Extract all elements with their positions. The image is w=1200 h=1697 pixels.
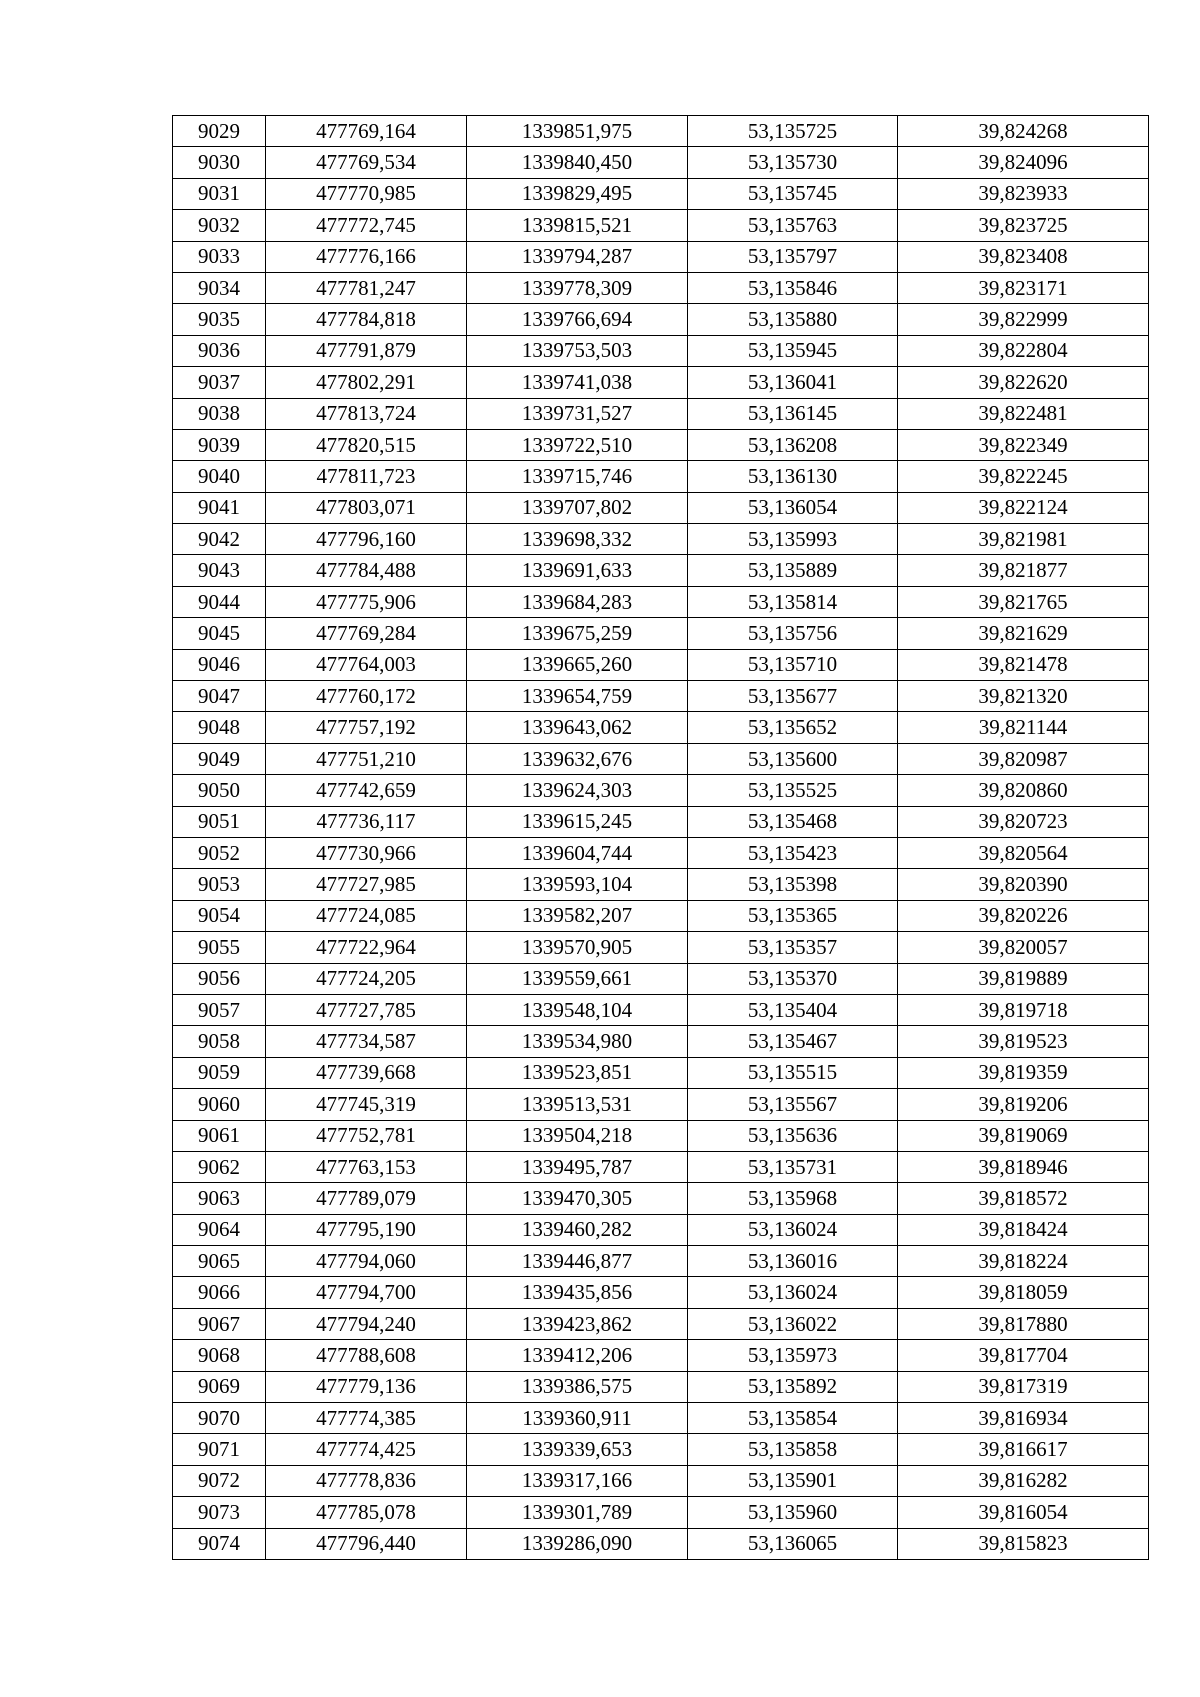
table-row bbox=[173, 1057, 1149, 1088]
table-row bbox=[173, 775, 1149, 806]
longitude-cell: 39,822349 bbox=[898, 429, 1149, 460]
point-number-cell: 9060 bbox=[173, 1089, 266, 1120]
latitude-cell: 53,135968 bbox=[688, 1183, 898, 1214]
table-row bbox=[173, 147, 1149, 178]
latitude-cell: 53,135880 bbox=[688, 304, 898, 335]
y-coordinate-cell: 1339766,694 bbox=[467, 304, 688, 335]
table-row bbox=[173, 586, 1149, 617]
x-coordinate-cell: 477760,172 bbox=[266, 681, 467, 712]
point-number-cell: 9073 bbox=[173, 1497, 266, 1528]
longitude-cell: 39,822245 bbox=[898, 461, 1149, 492]
x-coordinate-cell: 477734,587 bbox=[266, 1026, 467, 1057]
table-row bbox=[173, 1434, 1149, 1465]
table-row bbox=[173, 272, 1149, 303]
x-coordinate-cell: 477772,745 bbox=[266, 210, 467, 241]
x-coordinate-cell: 477785,078 bbox=[266, 1497, 467, 1528]
point-number-cell: 9038 bbox=[173, 398, 266, 429]
y-coordinate-cell: 1339604,744 bbox=[467, 837, 688, 868]
x-coordinate-cell: 477796,440 bbox=[266, 1528, 467, 1559]
y-coordinate-cell: 1339731,527 bbox=[467, 398, 688, 429]
point-number-cell: 9065 bbox=[173, 1246, 266, 1277]
latitude-cell: 53,135854 bbox=[688, 1403, 898, 1434]
point-number-cell: 9051 bbox=[173, 806, 266, 837]
longitude-cell: 39,823933 bbox=[898, 178, 1149, 209]
point-number-cell: 9061 bbox=[173, 1120, 266, 1151]
x-coordinate-cell: 477776,166 bbox=[266, 241, 467, 272]
latitude-cell: 53,135398 bbox=[688, 869, 898, 900]
table-row bbox=[173, 869, 1149, 900]
table-row bbox=[173, 241, 1149, 272]
y-coordinate-cell: 1339423,862 bbox=[467, 1308, 688, 1339]
x-coordinate-cell: 477764,003 bbox=[266, 649, 467, 680]
table-row bbox=[173, 178, 1149, 209]
latitude-cell: 53,136208 bbox=[688, 429, 898, 460]
x-coordinate-cell: 477727,985 bbox=[266, 869, 467, 900]
latitude-cell: 53,135858 bbox=[688, 1434, 898, 1465]
y-coordinate-cell: 1339513,531 bbox=[467, 1089, 688, 1120]
y-coordinate-cell: 1339684,283 bbox=[467, 586, 688, 617]
y-coordinate-cell: 1339643,062 bbox=[467, 712, 688, 743]
x-coordinate-cell: 477794,700 bbox=[266, 1277, 467, 1308]
point-number-cell: 9072 bbox=[173, 1465, 266, 1496]
point-number-cell: 9042 bbox=[173, 524, 266, 555]
longitude-cell: 39,820564 bbox=[898, 837, 1149, 868]
point-number-cell: 9032 bbox=[173, 210, 266, 241]
latitude-cell: 53,136024 bbox=[688, 1277, 898, 1308]
y-coordinate-cell: 1339504,218 bbox=[467, 1120, 688, 1151]
y-coordinate-cell: 1339339,653 bbox=[467, 1434, 688, 1465]
point-number-cell: 9074 bbox=[173, 1528, 266, 1559]
point-number-cell: 9056 bbox=[173, 963, 266, 994]
table-row bbox=[173, 367, 1149, 398]
latitude-cell: 53,135763 bbox=[688, 210, 898, 241]
point-number-cell: 9039 bbox=[173, 429, 266, 460]
latitude-cell: 53,135892 bbox=[688, 1371, 898, 1402]
table-row bbox=[173, 1151, 1149, 1182]
y-coordinate-cell: 1339317,166 bbox=[467, 1465, 688, 1496]
point-number-cell: 9048 bbox=[173, 712, 266, 743]
point-number-cell: 9055 bbox=[173, 932, 266, 963]
y-coordinate-cell: 1339741,038 bbox=[467, 367, 688, 398]
longitude-cell: 39,822620 bbox=[898, 367, 1149, 398]
table-row bbox=[173, 1089, 1149, 1120]
point-number-cell: 9049 bbox=[173, 743, 266, 774]
point-number-cell: 9050 bbox=[173, 775, 266, 806]
x-coordinate-cell: 477742,659 bbox=[266, 775, 467, 806]
latitude-cell: 53,135725 bbox=[688, 116, 898, 147]
table-row bbox=[173, 1465, 1149, 1496]
y-coordinate-cell: 1339675,259 bbox=[467, 618, 688, 649]
longitude-cell: 39,817880 bbox=[898, 1308, 1149, 1339]
x-coordinate-cell: 477722,964 bbox=[266, 932, 467, 963]
table-row bbox=[173, 1371, 1149, 1402]
latitude-cell: 53,135797 bbox=[688, 241, 898, 272]
y-coordinate-cell: 1339829,495 bbox=[467, 178, 688, 209]
table-row bbox=[173, 1120, 1149, 1151]
y-coordinate-cell: 1339593,104 bbox=[467, 869, 688, 900]
x-coordinate-cell: 477752,781 bbox=[266, 1120, 467, 1151]
point-number-cell: 9045 bbox=[173, 618, 266, 649]
latitude-cell: 53,135370 bbox=[688, 963, 898, 994]
table-row bbox=[173, 116, 1149, 147]
longitude-cell: 39,822124 bbox=[898, 492, 1149, 523]
longitude-cell: 39,819523 bbox=[898, 1026, 1149, 1057]
longitude-cell: 39,821877 bbox=[898, 555, 1149, 586]
latitude-cell: 53,135731 bbox=[688, 1151, 898, 1182]
latitude-cell: 53,135756 bbox=[688, 618, 898, 649]
table-row bbox=[173, 1403, 1149, 1434]
x-coordinate-cell: 477795,190 bbox=[266, 1214, 467, 1245]
y-coordinate-cell: 1339840,450 bbox=[467, 147, 688, 178]
x-coordinate-cell: 477791,879 bbox=[266, 335, 467, 366]
latitude-cell: 53,135404 bbox=[688, 994, 898, 1025]
x-coordinate-cell: 477802,291 bbox=[266, 367, 467, 398]
x-coordinate-cell: 477763,153 bbox=[266, 1151, 467, 1182]
y-coordinate-cell: 1339794,287 bbox=[467, 241, 688, 272]
y-coordinate-cell: 1339360,911 bbox=[467, 1403, 688, 1434]
table-row bbox=[173, 335, 1149, 366]
longitude-cell: 39,819889 bbox=[898, 963, 1149, 994]
latitude-cell: 53,135468 bbox=[688, 806, 898, 837]
point-number-cell: 9030 bbox=[173, 147, 266, 178]
latitude-cell: 53,135365 bbox=[688, 900, 898, 931]
longitude-cell: 39,824268 bbox=[898, 116, 1149, 147]
y-coordinate-cell: 1339851,975 bbox=[467, 116, 688, 147]
longitude-cell: 39,821765 bbox=[898, 586, 1149, 617]
latitude-cell: 53,135993 bbox=[688, 524, 898, 555]
table-row bbox=[173, 743, 1149, 774]
latitude-cell: 53,135901 bbox=[688, 1465, 898, 1496]
y-coordinate-cell: 1339446,877 bbox=[467, 1246, 688, 1277]
point-number-cell: 9054 bbox=[173, 900, 266, 931]
latitude-cell: 53,136041 bbox=[688, 367, 898, 398]
point-number-cell: 9034 bbox=[173, 272, 266, 303]
point-number-cell: 9036 bbox=[173, 335, 266, 366]
longitude-cell: 39,818946 bbox=[898, 1151, 1149, 1182]
point-number-cell: 9029 bbox=[173, 116, 266, 147]
latitude-cell: 53,135423 bbox=[688, 837, 898, 868]
x-coordinate-cell: 477813,724 bbox=[266, 398, 467, 429]
latitude-cell: 53,136130 bbox=[688, 461, 898, 492]
x-coordinate-cell: 477784,488 bbox=[266, 555, 467, 586]
y-coordinate-cell: 1339495,787 bbox=[467, 1151, 688, 1182]
table-row bbox=[173, 1026, 1149, 1057]
point-number-cell: 9043 bbox=[173, 555, 266, 586]
latitude-cell: 53,135846 bbox=[688, 272, 898, 303]
table-row bbox=[173, 1277, 1149, 1308]
table-row bbox=[173, 1528, 1149, 1559]
point-number-cell: 9062 bbox=[173, 1151, 266, 1182]
x-coordinate-cell: 477730,966 bbox=[266, 837, 467, 868]
table-row bbox=[173, 429, 1149, 460]
y-coordinate-cell: 1339301,789 bbox=[467, 1497, 688, 1528]
x-coordinate-cell: 477774,425 bbox=[266, 1434, 467, 1465]
longitude-cell: 39,824096 bbox=[898, 147, 1149, 178]
y-coordinate-cell: 1339460,282 bbox=[467, 1214, 688, 1245]
longitude-cell: 39,817319 bbox=[898, 1371, 1149, 1402]
x-coordinate-cell: 477739,668 bbox=[266, 1057, 467, 1088]
longitude-cell: 39,816054 bbox=[898, 1497, 1149, 1528]
table-row bbox=[173, 994, 1149, 1025]
longitude-cell: 39,816617 bbox=[898, 1434, 1149, 1465]
y-coordinate-cell: 1339470,305 bbox=[467, 1183, 688, 1214]
latitude-cell: 53,135567 bbox=[688, 1089, 898, 1120]
y-coordinate-cell: 1339691,633 bbox=[467, 555, 688, 586]
table-row bbox=[173, 712, 1149, 743]
point-number-cell: 9059 bbox=[173, 1057, 266, 1088]
longitude-cell: 39,820723 bbox=[898, 806, 1149, 837]
y-coordinate-cell: 1339534,980 bbox=[467, 1026, 688, 1057]
y-coordinate-cell: 1339523,851 bbox=[467, 1057, 688, 1088]
longitude-cell: 39,818224 bbox=[898, 1246, 1149, 1277]
latitude-cell: 53,136024 bbox=[688, 1214, 898, 1245]
point-number-cell: 9071 bbox=[173, 1434, 266, 1465]
point-number-cell: 9046 bbox=[173, 649, 266, 680]
latitude-cell: 53,135730 bbox=[688, 147, 898, 178]
longitude-cell: 39,819718 bbox=[898, 994, 1149, 1025]
point-number-cell: 9066 bbox=[173, 1277, 266, 1308]
latitude-cell: 53,136016 bbox=[688, 1246, 898, 1277]
point-number-cell: 9058 bbox=[173, 1026, 266, 1057]
y-coordinate-cell: 1339548,104 bbox=[467, 994, 688, 1025]
longitude-cell: 39,823725 bbox=[898, 210, 1149, 241]
y-coordinate-cell: 1339698,332 bbox=[467, 524, 688, 555]
y-coordinate-cell: 1339654,759 bbox=[467, 681, 688, 712]
y-coordinate-cell: 1339570,905 bbox=[467, 932, 688, 963]
x-coordinate-cell: 477769,284 bbox=[266, 618, 467, 649]
y-coordinate-cell: 1339615,245 bbox=[467, 806, 688, 837]
longitude-cell: 39,819206 bbox=[898, 1089, 1149, 1120]
longitude-cell: 39,818059 bbox=[898, 1277, 1149, 1308]
point-number-cell: 9069 bbox=[173, 1371, 266, 1402]
latitude-cell: 53,135814 bbox=[688, 586, 898, 617]
point-number-cell: 9040 bbox=[173, 461, 266, 492]
longitude-cell: 39,822481 bbox=[898, 398, 1149, 429]
y-coordinate-cell: 1339778,309 bbox=[467, 272, 688, 303]
longitude-cell: 39,822804 bbox=[898, 335, 1149, 366]
latitude-cell: 53,135945 bbox=[688, 335, 898, 366]
table-row bbox=[173, 398, 1149, 429]
point-number-cell: 9033 bbox=[173, 241, 266, 272]
point-number-cell: 9037 bbox=[173, 367, 266, 398]
point-number-cell: 9052 bbox=[173, 837, 266, 868]
longitude-cell: 39,823171 bbox=[898, 272, 1149, 303]
x-coordinate-cell: 477784,818 bbox=[266, 304, 467, 335]
latitude-cell: 53,135889 bbox=[688, 555, 898, 586]
x-coordinate-cell: 477778,836 bbox=[266, 1465, 467, 1496]
x-coordinate-cell: 477788,608 bbox=[266, 1340, 467, 1371]
latitude-cell: 53,135677 bbox=[688, 681, 898, 712]
coordinates-table bbox=[172, 115, 1149, 1560]
point-number-cell: 9057 bbox=[173, 994, 266, 1025]
longitude-cell: 39,815823 bbox=[898, 1528, 1149, 1559]
point-number-cell: 9068 bbox=[173, 1340, 266, 1371]
point-number-cell: 9047 bbox=[173, 681, 266, 712]
table-row bbox=[173, 1246, 1149, 1277]
longitude-cell: 39,820860 bbox=[898, 775, 1149, 806]
longitude-cell: 39,821320 bbox=[898, 681, 1149, 712]
latitude-cell: 53,135515 bbox=[688, 1057, 898, 1088]
latitude-cell: 53,136054 bbox=[688, 492, 898, 523]
longitude-cell: 39,817704 bbox=[898, 1340, 1149, 1371]
coordinates-table-body bbox=[173, 116, 1149, 1560]
longitude-cell: 39,821629 bbox=[898, 618, 1149, 649]
latitude-cell: 53,136022 bbox=[688, 1308, 898, 1339]
x-coordinate-cell: 477789,079 bbox=[266, 1183, 467, 1214]
x-coordinate-cell: 477770,985 bbox=[266, 178, 467, 209]
x-coordinate-cell: 477736,117 bbox=[266, 806, 467, 837]
x-coordinate-cell: 477774,385 bbox=[266, 1403, 467, 1434]
latitude-cell: 53,135525 bbox=[688, 775, 898, 806]
y-coordinate-cell: 1339815,521 bbox=[467, 210, 688, 241]
latitude-cell: 53,135467 bbox=[688, 1026, 898, 1057]
latitude-cell: 53,136065 bbox=[688, 1528, 898, 1559]
x-coordinate-cell: 477820,515 bbox=[266, 429, 467, 460]
longitude-cell: 39,820390 bbox=[898, 869, 1149, 900]
table-row bbox=[173, 837, 1149, 868]
y-coordinate-cell: 1339665,260 bbox=[467, 649, 688, 680]
point-number-cell: 9063 bbox=[173, 1183, 266, 1214]
point-number-cell: 9053 bbox=[173, 869, 266, 900]
x-coordinate-cell: 477796,160 bbox=[266, 524, 467, 555]
y-coordinate-cell: 1339582,207 bbox=[467, 900, 688, 931]
longitude-cell: 39,820987 bbox=[898, 743, 1149, 774]
longitude-cell: 39,820057 bbox=[898, 932, 1149, 963]
longitude-cell: 39,821144 bbox=[898, 712, 1149, 743]
table-row bbox=[173, 649, 1149, 680]
latitude-cell: 53,135636 bbox=[688, 1120, 898, 1151]
x-coordinate-cell: 477811,723 bbox=[266, 461, 467, 492]
x-coordinate-cell: 477757,192 bbox=[266, 712, 467, 743]
table-row bbox=[173, 1214, 1149, 1245]
table-row bbox=[173, 932, 1149, 963]
y-coordinate-cell: 1339412,206 bbox=[467, 1340, 688, 1371]
table-row bbox=[173, 555, 1149, 586]
x-coordinate-cell: 477775,906 bbox=[266, 586, 467, 617]
longitude-cell: 39,823408 bbox=[898, 241, 1149, 272]
longitude-cell: 39,818572 bbox=[898, 1183, 1149, 1214]
x-coordinate-cell: 477779,136 bbox=[266, 1371, 467, 1402]
point-number-cell: 9064 bbox=[173, 1214, 266, 1245]
latitude-cell: 53,135973 bbox=[688, 1340, 898, 1371]
latitude-cell: 53,135600 bbox=[688, 743, 898, 774]
longitude-cell: 39,821981 bbox=[898, 524, 1149, 555]
y-coordinate-cell: 1339722,510 bbox=[467, 429, 688, 460]
latitude-cell: 53,135745 bbox=[688, 178, 898, 209]
x-coordinate-cell: 477794,060 bbox=[266, 1246, 467, 1277]
longitude-cell: 39,822999 bbox=[898, 304, 1149, 335]
table-row bbox=[173, 210, 1149, 241]
table-row bbox=[173, 1497, 1149, 1528]
y-coordinate-cell: 1339624,303 bbox=[467, 775, 688, 806]
x-coordinate-cell: 477751,210 bbox=[266, 743, 467, 774]
y-coordinate-cell: 1339632,676 bbox=[467, 743, 688, 774]
x-coordinate-cell: 477727,785 bbox=[266, 994, 467, 1025]
longitude-cell: 39,819069 bbox=[898, 1120, 1149, 1151]
latitude-cell: 53,135652 bbox=[688, 712, 898, 743]
table-row bbox=[173, 304, 1149, 335]
x-coordinate-cell: 477724,085 bbox=[266, 900, 467, 931]
table-row bbox=[173, 806, 1149, 837]
y-coordinate-cell: 1339435,856 bbox=[467, 1277, 688, 1308]
table-row bbox=[173, 1340, 1149, 1371]
y-coordinate-cell: 1339753,503 bbox=[467, 335, 688, 366]
point-number-cell: 9035 bbox=[173, 304, 266, 335]
point-number-cell: 9031 bbox=[173, 178, 266, 209]
y-coordinate-cell: 1339559,661 bbox=[467, 963, 688, 994]
table-row bbox=[173, 963, 1149, 994]
x-coordinate-cell: 477769,534 bbox=[266, 147, 467, 178]
x-coordinate-cell: 477781,247 bbox=[266, 272, 467, 303]
longitude-cell: 39,820226 bbox=[898, 900, 1149, 931]
longitude-cell: 39,816282 bbox=[898, 1465, 1149, 1496]
x-coordinate-cell: 477803,071 bbox=[266, 492, 467, 523]
y-coordinate-cell: 1339707,802 bbox=[467, 492, 688, 523]
x-coordinate-cell: 477794,240 bbox=[266, 1308, 467, 1339]
table-row bbox=[173, 461, 1149, 492]
y-coordinate-cell: 1339286,090 bbox=[467, 1528, 688, 1559]
x-coordinate-cell: 477745,319 bbox=[266, 1089, 467, 1120]
y-coordinate-cell: 1339386,575 bbox=[467, 1371, 688, 1402]
y-coordinate-cell: 1339715,746 bbox=[467, 461, 688, 492]
table-row bbox=[173, 618, 1149, 649]
longitude-cell: 39,818424 bbox=[898, 1214, 1149, 1245]
latitude-cell: 53,136145 bbox=[688, 398, 898, 429]
table-row bbox=[173, 900, 1149, 931]
table-row bbox=[173, 681, 1149, 712]
table-row bbox=[173, 1183, 1149, 1214]
latitude-cell: 53,135960 bbox=[688, 1497, 898, 1528]
latitude-cell: 53,135357 bbox=[688, 932, 898, 963]
longitude-cell: 39,821478 bbox=[898, 649, 1149, 680]
x-coordinate-cell: 477724,205 bbox=[266, 963, 467, 994]
table-row bbox=[173, 492, 1149, 523]
point-number-cell: 9044 bbox=[173, 586, 266, 617]
table-row bbox=[173, 524, 1149, 555]
point-number-cell: 9041 bbox=[173, 492, 266, 523]
point-number-cell: 9070 bbox=[173, 1403, 266, 1434]
point-number-cell: 9067 bbox=[173, 1308, 266, 1339]
latitude-cell: 53,135710 bbox=[688, 649, 898, 680]
table-row bbox=[173, 1308, 1149, 1339]
longitude-cell: 39,819359 bbox=[898, 1057, 1149, 1088]
longitude-cell: 39,816934 bbox=[898, 1403, 1149, 1434]
x-coordinate-cell: 477769,164 bbox=[266, 116, 467, 147]
